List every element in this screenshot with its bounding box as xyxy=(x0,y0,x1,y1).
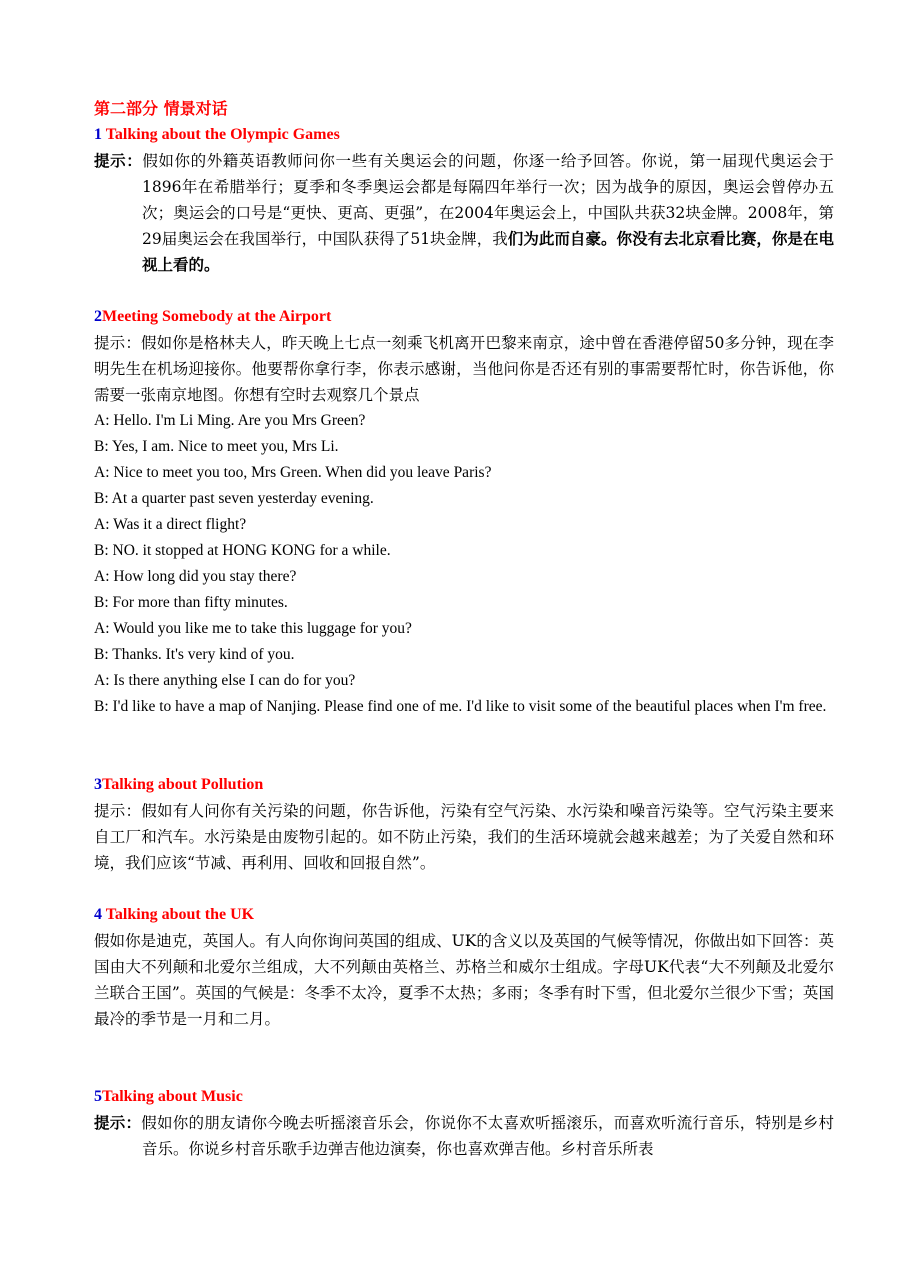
prompt-label: 提示： xyxy=(94,151,143,170)
dialogue-line: A: Was it a direct flight? xyxy=(94,516,247,533)
dialogue-line: A: Would you like me to take this luggage for you? xyxy=(94,620,412,637)
section-number: 2 xyxy=(94,308,102,325)
section-number: 5 xyxy=(94,1088,102,1105)
dialogue xyxy=(94,408,834,720)
dialogue-line: B: For more than fifty minutes. xyxy=(94,594,288,611)
section-heading xyxy=(94,902,834,928)
section-number: 3 xyxy=(94,776,102,793)
part-title: 第二部分 情景对话 xyxy=(94,99,228,118)
section-title: Talking about the Olympic Games xyxy=(105,126,340,143)
section-prompt xyxy=(94,148,834,278)
section-title: Talking about the UK xyxy=(105,906,255,923)
dialogue-line: A: Is there anything else I can do for you? xyxy=(94,672,356,689)
section-number: 1 xyxy=(94,126,106,143)
prompt-text: 假如你的外籍英语教师问你一些有关奥运会的问题，你逐一给予回答。你说，第一届现代奥运会于1896年在希腊举行；夏季和冬季奥运会都是每隔四年举行一次；因为战争的原因，奥运会曾停办五次；奥运会的口号是“更快、更高、更强”，在2004年奥运会上，中国队共获32块金牌。2008年，第29届奥运会在我国举行，中国队获得了51块金牌，我 xyxy=(142,152,834,248)
prompt-label: 提示： xyxy=(94,1113,142,1132)
dialogue-line: A: Nice to meet you too, Mrs Green. When did you leave Paris? xyxy=(94,464,492,481)
section-heading xyxy=(94,122,834,148)
section-uk xyxy=(94,902,834,1032)
dialogue-line: B: At a quarter past seven yesterday evening. xyxy=(94,490,374,507)
section-music xyxy=(94,1084,834,1162)
section-prompt xyxy=(94,330,834,408)
section-pollution xyxy=(94,772,834,876)
prompt-text: 假如你的朋友请你今晚去听摇滚音乐会，你说你不太喜欢听摇滚乐，而喜欢听流行音乐，特别是乡村音乐。你说乡村音乐歌手边弹吉他边演奏，你也喜欢弹吉他。乡村音乐所表 xyxy=(141,1114,834,1158)
section-heading xyxy=(94,1084,834,1110)
prompt-label: 提示： xyxy=(94,334,141,352)
section-title: Talking about Pollution xyxy=(102,776,264,793)
section-airport xyxy=(94,304,834,720)
prompt-text: 假如有人问你有关污染的问题，你告诉他，污染有空气污染、水污染和噪音污染等。空气污染主要来自工厂和汽车。水污染是由废物引起的。如不防止污染，我们的生活环境就会越来越差；为了关爱自然和环境，我们应该“节减、再利用、回收和回报自然”。 xyxy=(94,802,834,872)
section-prompt xyxy=(94,1110,834,1162)
dialogue-line: B: NO. it stopped at HONG KONG for a while. xyxy=(94,542,391,559)
prompt-label: 提示： xyxy=(94,802,142,820)
dialogue-line: A: How long did you stay there? xyxy=(94,568,297,585)
prompt-text: 假如你是迪克，英国人。有人向你询问英国的组成、UK的含义以及英国的气候等情况，你做出如下回答：英国由大不列颠和北爱尔兰组成，大不列颠由英格兰、苏格兰和威尔士组成。字母UK代表“大不列颠及北爱尔兰联合王国”。英国的气候是：冬季不太冷，夏季不太热；多雨；冬季有时下雪，但北爱尔兰很少下雪；英国最冷的季节是一月和二月。 xyxy=(94,932,834,1028)
section-number: 4 xyxy=(94,906,106,923)
section-heading xyxy=(94,304,834,330)
dialogue-line: B: Yes, I am. Nice to meet you, Mrs Li. xyxy=(94,438,339,455)
dialogue-line: B: I'd like to have a map of Nanjing. Please find one of me. I'd like to visit some of the beautiful places when I'm free. xyxy=(94,698,827,715)
section-olympic-games xyxy=(94,122,834,278)
dialogue-line: B: Thanks. It's very kind of you. xyxy=(94,646,295,663)
section-prompt xyxy=(94,928,834,1032)
prompt-text-bold: 们为此而自豪。你没有去北京看比赛，你是在电视上看的。 xyxy=(142,229,834,274)
section-title: Talking about Music xyxy=(102,1088,243,1105)
section-heading xyxy=(94,772,834,798)
prompt-text: 假如你是格林夫人，昨天晚上七点一刻乘飞机离开巴黎来南京，途中曾在香港停留50多分钟，现在李明先生在机场迎接你。他要帮你拿行李，你表示感谢，当他问你是否还有别的事需要帮忙时，你告诉他，你需要一张南京地图。你想有空时去观察几个景点 xyxy=(94,334,834,404)
section-prompt xyxy=(94,798,834,876)
section-title: Meeting Somebody at the Airport xyxy=(102,308,332,325)
dialogue-line: A: Hello. I'm Li Ming. Are you Mrs Green? xyxy=(94,412,366,429)
